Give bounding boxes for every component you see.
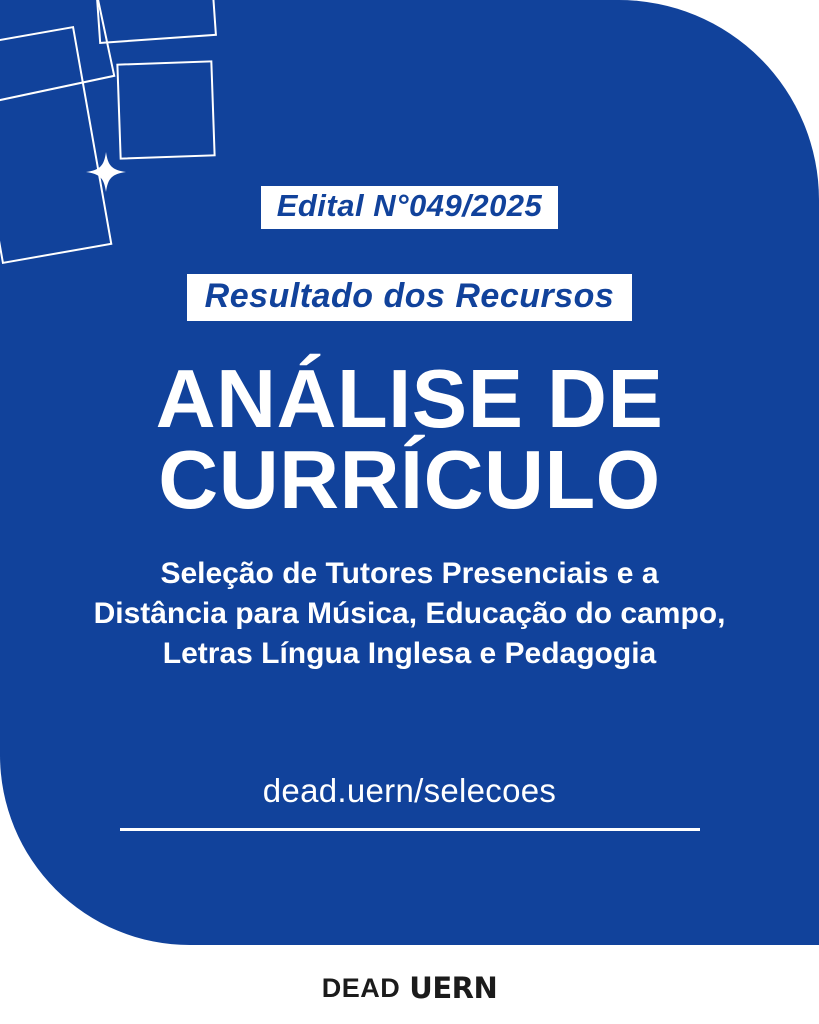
footer-logo (0, 952, 819, 1024)
subtitle (40, 554, 780, 674)
subtitle-line-1: Seleção de Tutores Presenciais e a (160, 557, 659, 591)
page-title (60, 352, 760, 526)
headline-line-1: ANÁLISE DE (155, 352, 664, 446)
link-block (120, 772, 700, 831)
edital-badge: Edital N°049/2025 (261, 186, 559, 229)
logo-dead-text: DEAD (321, 972, 401, 1003)
website-link[interactable]: dead.uern/selecoes (262, 771, 557, 809)
subtitle-line-2: Distância para Música, Educação do campo, (93, 597, 726, 631)
logo-uern-text: UERN (409, 971, 498, 1005)
headline-line-2: CURRÍCULO (158, 432, 661, 526)
divider (120, 828, 700, 831)
resultado-badge: Resultado dos Recursos (187, 274, 633, 322)
subtitle-line-3: Letras Língua Inglesa e Pedagogia (162, 637, 657, 671)
